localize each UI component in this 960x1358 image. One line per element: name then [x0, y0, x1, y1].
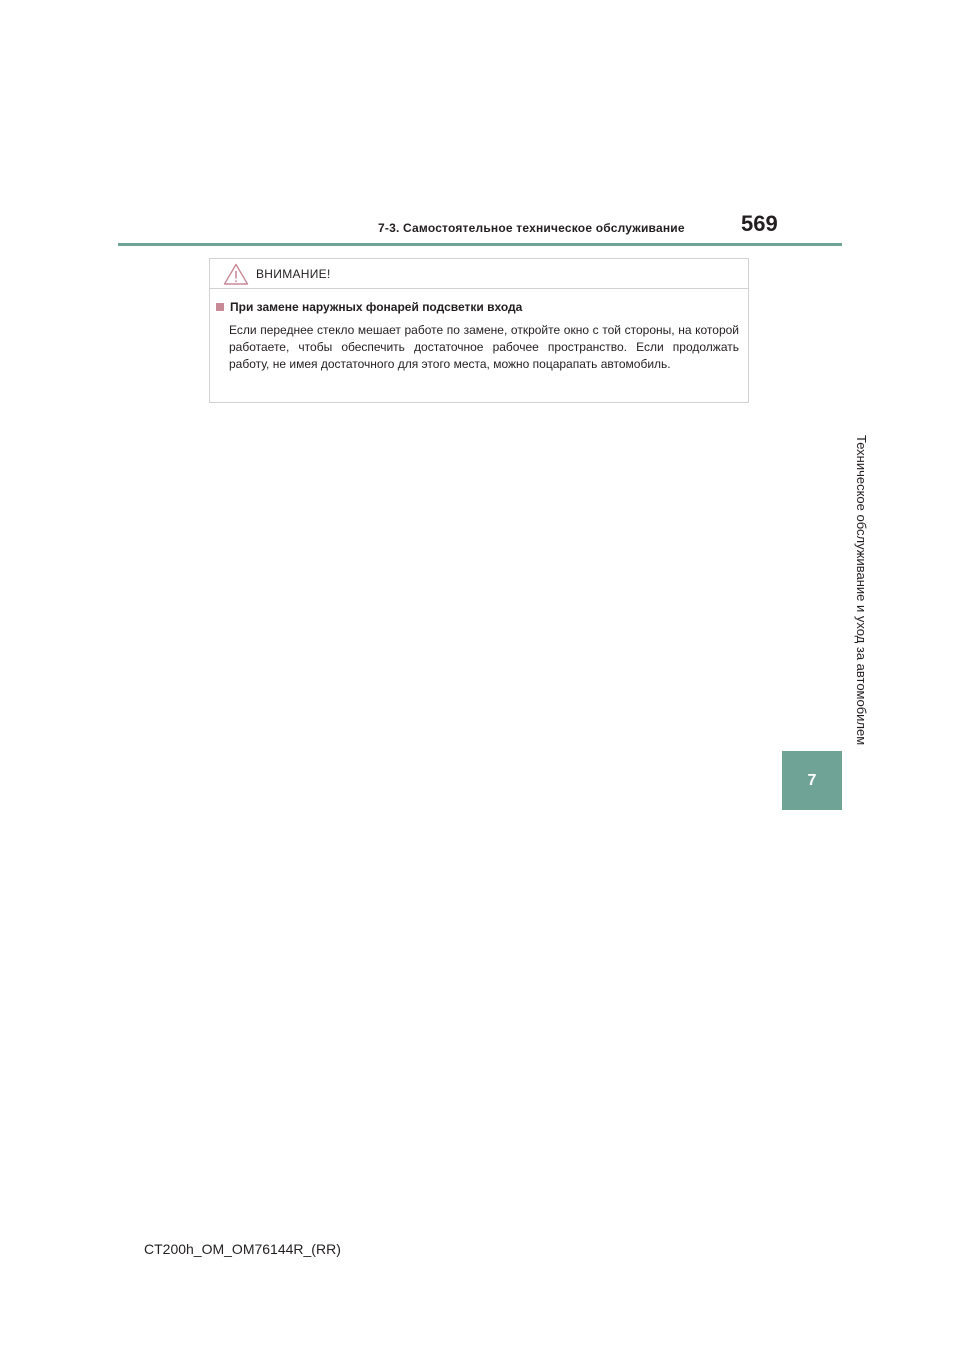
- page-number: 569: [741, 211, 778, 236]
- square-bullet-icon: [216, 303, 224, 311]
- header-divider: [118, 243, 842, 246]
- chapter-number: 7: [807, 771, 817, 789]
- warning-heading-text: При замене наружных фонарей подсветки входа: [230, 300, 523, 314]
- warning-triangle-icon: [223, 263, 249, 285]
- chapter-side-title: Техническое обслуживание и уход за автомобилем: [854, 435, 869, 746]
- warning-heading: [216, 300, 522, 314]
- warning-body: Если переднее стекло мешает работе по замене, откройте окно с той стороны, на которой работаете, чтобы обеспечить достаточное рабочее пространство. Если продолжать работу, не имея достаточного для этого места, можно поцарапать автомобиль.: [229, 323, 739, 371]
- warning-label: ВНИМАНИЕ!: [256, 266, 331, 281]
- warning-box: [209, 258, 749, 403]
- document-code: CT200h_OM_OM76144R_(RR): [144, 1241, 341, 1257]
- chapter-tab: [782, 751, 842, 810]
- section-title: 7-3. Самостоятельное техническое обслуживание: [378, 221, 685, 235]
- warning-header: [210, 259, 748, 289]
